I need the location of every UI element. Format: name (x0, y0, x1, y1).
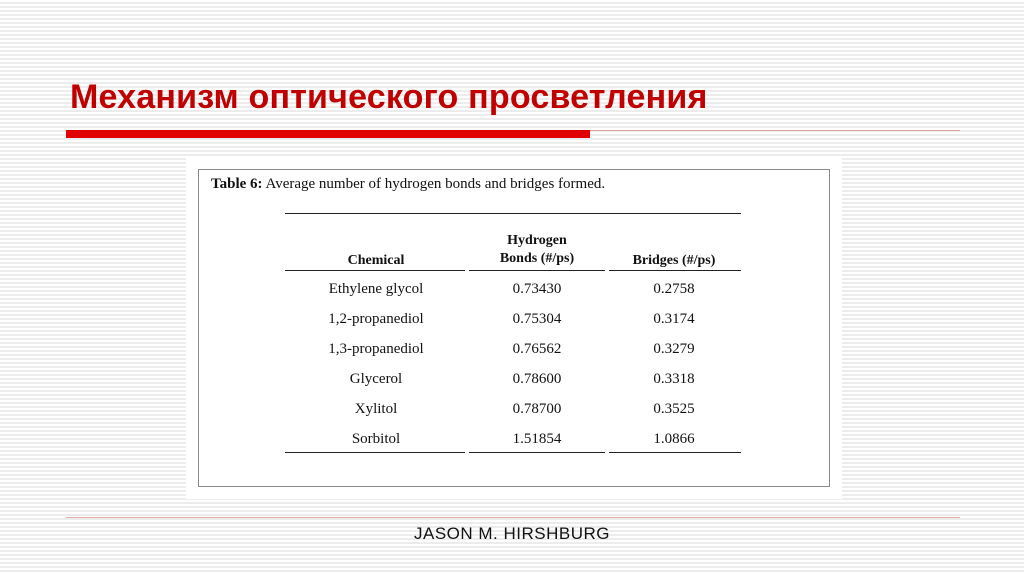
cell-chemical: Sorbitol (351, 431, 401, 447)
cell-hydrogen-bonds: 1.51854 (512, 431, 562, 447)
cell-bridges: 0.3279 (653, 341, 695, 357)
table-caption (211, 176, 605, 193)
bottom-rule-gap (465, 452, 469, 453)
table-row (285, 371, 741, 401)
author-name: JASON M. HIRSHBURG (413, 524, 611, 543)
table-top-rule (285, 213, 741, 214)
header-rule-gap (465, 270, 469, 271)
table-row (285, 281, 741, 311)
table-row (285, 401, 741, 431)
cell-chemical: Xylitol (354, 401, 398, 417)
title-underline (590, 130, 960, 131)
slide-title: Механизм оптического просветления (70, 78, 708, 116)
cell-hydrogen-bonds: 0.78700 (512, 401, 562, 417)
table-row (285, 311, 741, 341)
header-hydrogen-bonds (467, 232, 607, 268)
cell-hydrogen-bonds: 0.78600 (512, 371, 562, 387)
table-row (285, 341, 741, 371)
cell-chemical: 1,2-propanediol (328, 311, 424, 327)
cell-bridges: 0.3318 (653, 371, 695, 387)
table-figure (198, 169, 830, 487)
cell-bridges: 0.3174 (653, 311, 695, 327)
table-caption-label: Table 6: (211, 176, 263, 192)
footer-divider (66, 517, 960, 518)
header-hydrogen-bonds-line2: Bonds (#/ps) (499, 251, 575, 266)
cell-bridges: 0.3525 (653, 401, 695, 417)
cell-hydrogen-bonds: 0.75304 (512, 311, 562, 327)
cell-chemical: Ethylene glycol (328, 281, 424, 297)
cell-bridges: 1.0866 (653, 431, 695, 447)
header-chemical: Chemical (347, 253, 405, 268)
header-hydrogen-bonds-line1: Hydrogen (507, 233, 567, 248)
bottom-rule-gap (605, 452, 609, 453)
cell-hydrogen-bonds: 0.76562 (512, 341, 562, 357)
table-header-rule (285, 270, 741, 271)
cell-chemical: Glycerol (349, 371, 403, 387)
header-rule-gap (605, 270, 609, 271)
title-accent-bar (66, 130, 590, 138)
table-row (285, 431, 741, 461)
cell-chemical: 1,3-propanediol (328, 341, 424, 357)
table-bottom-rule (285, 452, 741, 453)
header-bridges: Bridges (#/ps) (632, 253, 716, 268)
table-caption-text: Average number of hydrogen bonds and bridges formed. (265, 176, 606, 192)
cell-hydrogen-bonds: 0.73430 (512, 281, 562, 297)
cell-bridges: 0.2758 (653, 281, 695, 297)
